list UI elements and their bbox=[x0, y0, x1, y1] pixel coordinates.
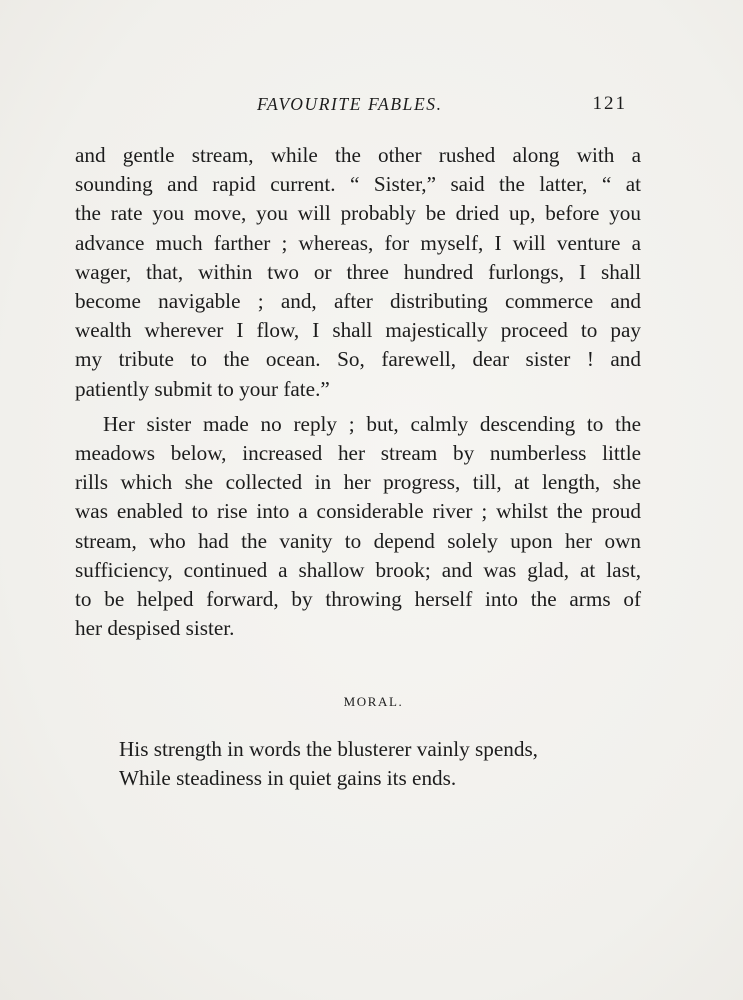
text-line: meadows below, increased her stream by numberless little bbox=[75, 441, 641, 466]
text-line: the rate you move, you will probably be dried up, before you bbox=[75, 201, 641, 226]
text-line: my tribute to the ocean. So, farewell, dear sister ! and bbox=[75, 347, 641, 372]
running-head bbox=[0, 94, 743, 124]
paragraph-2 bbox=[75, 410, 641, 644]
text-line: wager, that, within two or three hundred furlongs, I shall bbox=[75, 259, 641, 284]
text-line: was enabled to rise into a considerable river ; whilst the proud bbox=[75, 499, 641, 524]
text-line: sufficiency, continued a shallow brook; and was glad, at last, bbox=[75, 557, 641, 582]
text-line: to be helped forward, by throwing herself into the arms of bbox=[75, 587, 641, 612]
running-title: FAVOURITE FABLES. bbox=[257, 94, 443, 114]
paragraph-1 bbox=[75, 141, 641, 404]
text-line: wealth wherever I flow, I shall majestically proceed to pay bbox=[75, 318, 641, 343]
text-line: stream, who had the vanity to depend solely upon her own bbox=[75, 528, 641, 553]
text-line: sounding and rapid current. “ Sister,” said the latter, “ at bbox=[75, 172, 641, 197]
moral-heading-text: MORAL. bbox=[343, 694, 404, 709]
text-line: advance much farther ; whereas, for myself, I will venture a bbox=[75, 230, 641, 255]
verse-line: While steadiness in quiet gains its ends. bbox=[119, 766, 457, 791]
text-line: and gentle stream, while the other rushed along with a bbox=[75, 143, 641, 167]
body-text bbox=[75, 141, 641, 643]
text-line: rills which she collected in her progress, till, at length, she bbox=[75, 470, 641, 495]
page-number: 121 bbox=[592, 93, 627, 114]
verse-line: His strength in words the blusterer vainly spends, bbox=[119, 737, 538, 761]
text-line: patiently submit to your fate.” bbox=[75, 376, 330, 401]
moral-heading bbox=[0, 694, 743, 710]
text-line: her despised sister. bbox=[75, 616, 235, 641]
text-line: become navigable ; and, after distributing commerce and bbox=[75, 289, 641, 314]
text-line: Her sister made no reply ; but, calmly descending to the bbox=[103, 411, 641, 436]
moral-verse bbox=[119, 735, 538, 794]
